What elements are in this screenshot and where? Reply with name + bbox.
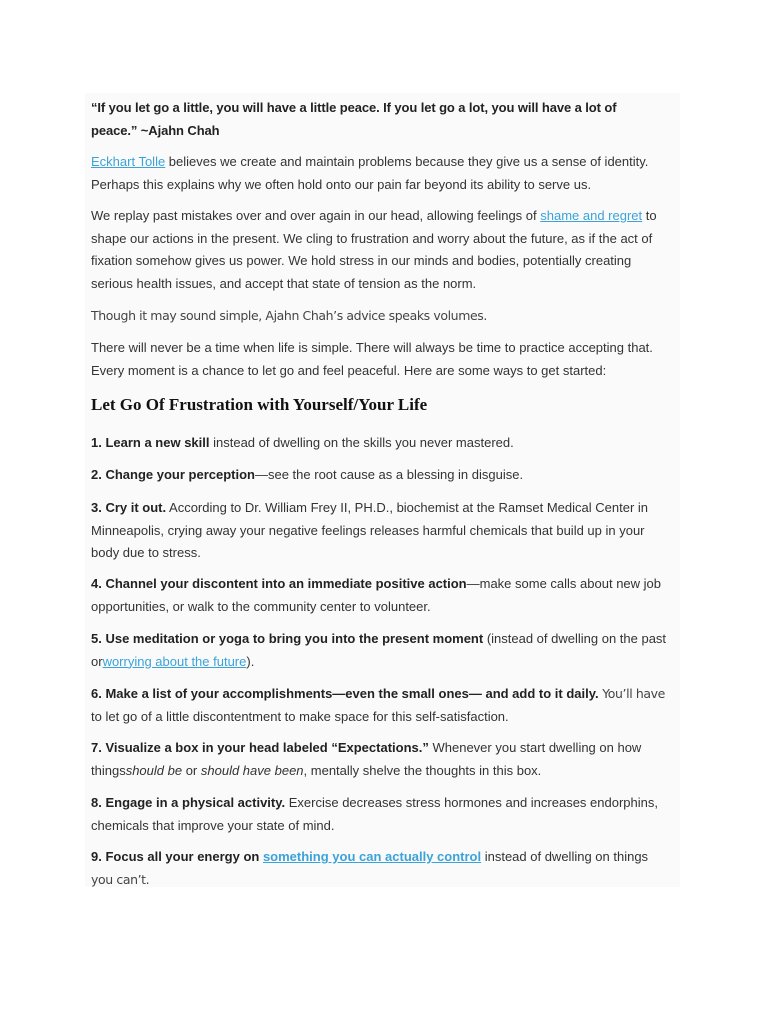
- link-shame-and-regret[interactable]: shame and regret: [540, 208, 643, 223]
- document-page: [85, 93, 680, 887]
- paragraph-never-simple: There will never be a time when life is simple. There will always be time to practice accepting that. Every moment is a chance to let go and feel peaceful. Here are some ways to get started:: [91, 340, 653, 378]
- link-worrying-about-future[interactable]: worrying about the future: [102, 653, 247, 669]
- list-item-2: 2. Change your perception—see the root cause as a blessing in disguise.: [91, 467, 524, 482]
- section-heading: Let Go Of Frustration with Yourself/Your Life: [91, 395, 428, 414]
- opening-quote: “If you let go a little, you will have a little peace. If you let go a lot, you will have a lot of peace.” ~Ajahn Chah: [91, 100, 617, 138]
- paragraph-replay-mistakes: We replay past mistakes over and over again in our head, allowing feelings of shame and regret to shape our actions in the present. We cling to frustration and worry about the future, as if the act of fixation somehow gives us power. We hold stress in our minds and bodies, potentially creating serious health issues, and accept that state of tension as the norm.: [91, 208, 657, 291]
- paragraph-eckhart-tolle: Eckhart Tolle believes we create and maintain problems because they give us a sense of identity. Perhaps this explains why we often hold onto our pain far beyond its ability to serve us.: [91, 154, 649, 192]
- list-item-8: 8. Engage in a physical activity. Exercise decreases stress hormones and increases endorphins, chemicals that improve your state of mind.: [91, 795, 658, 833]
- list-item-4: 4. Channel your discontent into an immediate positive action—make some calls about new job opportunities, or walk to the community center to volunteer.: [91, 576, 661, 614]
- list-item-1: 1. Learn a new skill instead of dwelling on the skills you never mastered.: [91, 435, 514, 450]
- list-item-3: 3. Cry it out. According to Dr. William Frey II, PH.D., biochemist at the Ramset Medical Center in Minneapolis, crying away your negative feelings releases harmful chemicals that build up in your body due to stress.: [91, 500, 649, 560]
- link-something-you-can-control[interactable]: something you can actually control: [262, 849, 482, 864]
- paragraph-advice: Though it may sound simple, Ajahn Chah’s advice speaks volumes.: [91, 308, 487, 323]
- list-item-5: 5. Use meditation or yoga to bring you into the present moment (instead of dwelling on the past orworrying about the future).: [91, 631, 667, 669]
- link-eckhart-tolle[interactable]: Eckhart Tolle: [91, 154, 166, 169]
- list-item-9: 9. Focus all your energy on something you can actually control instead of dwelling on things you can’t.: [91, 849, 649, 887]
- list-item-7: 7. Visualize a box in your head labeled “Expectations.” Whenever you start dwelling on how thingsshould be or should have been, mentally shelve the thoughts in this box.: [91, 740, 642, 778]
- list-item-6: 6. Make a list of your accomplishments—even the small ones— and add to it daily. You’ll have to let go of a little discontentment to make space for this self-satisfaction.: [91, 686, 665, 724]
